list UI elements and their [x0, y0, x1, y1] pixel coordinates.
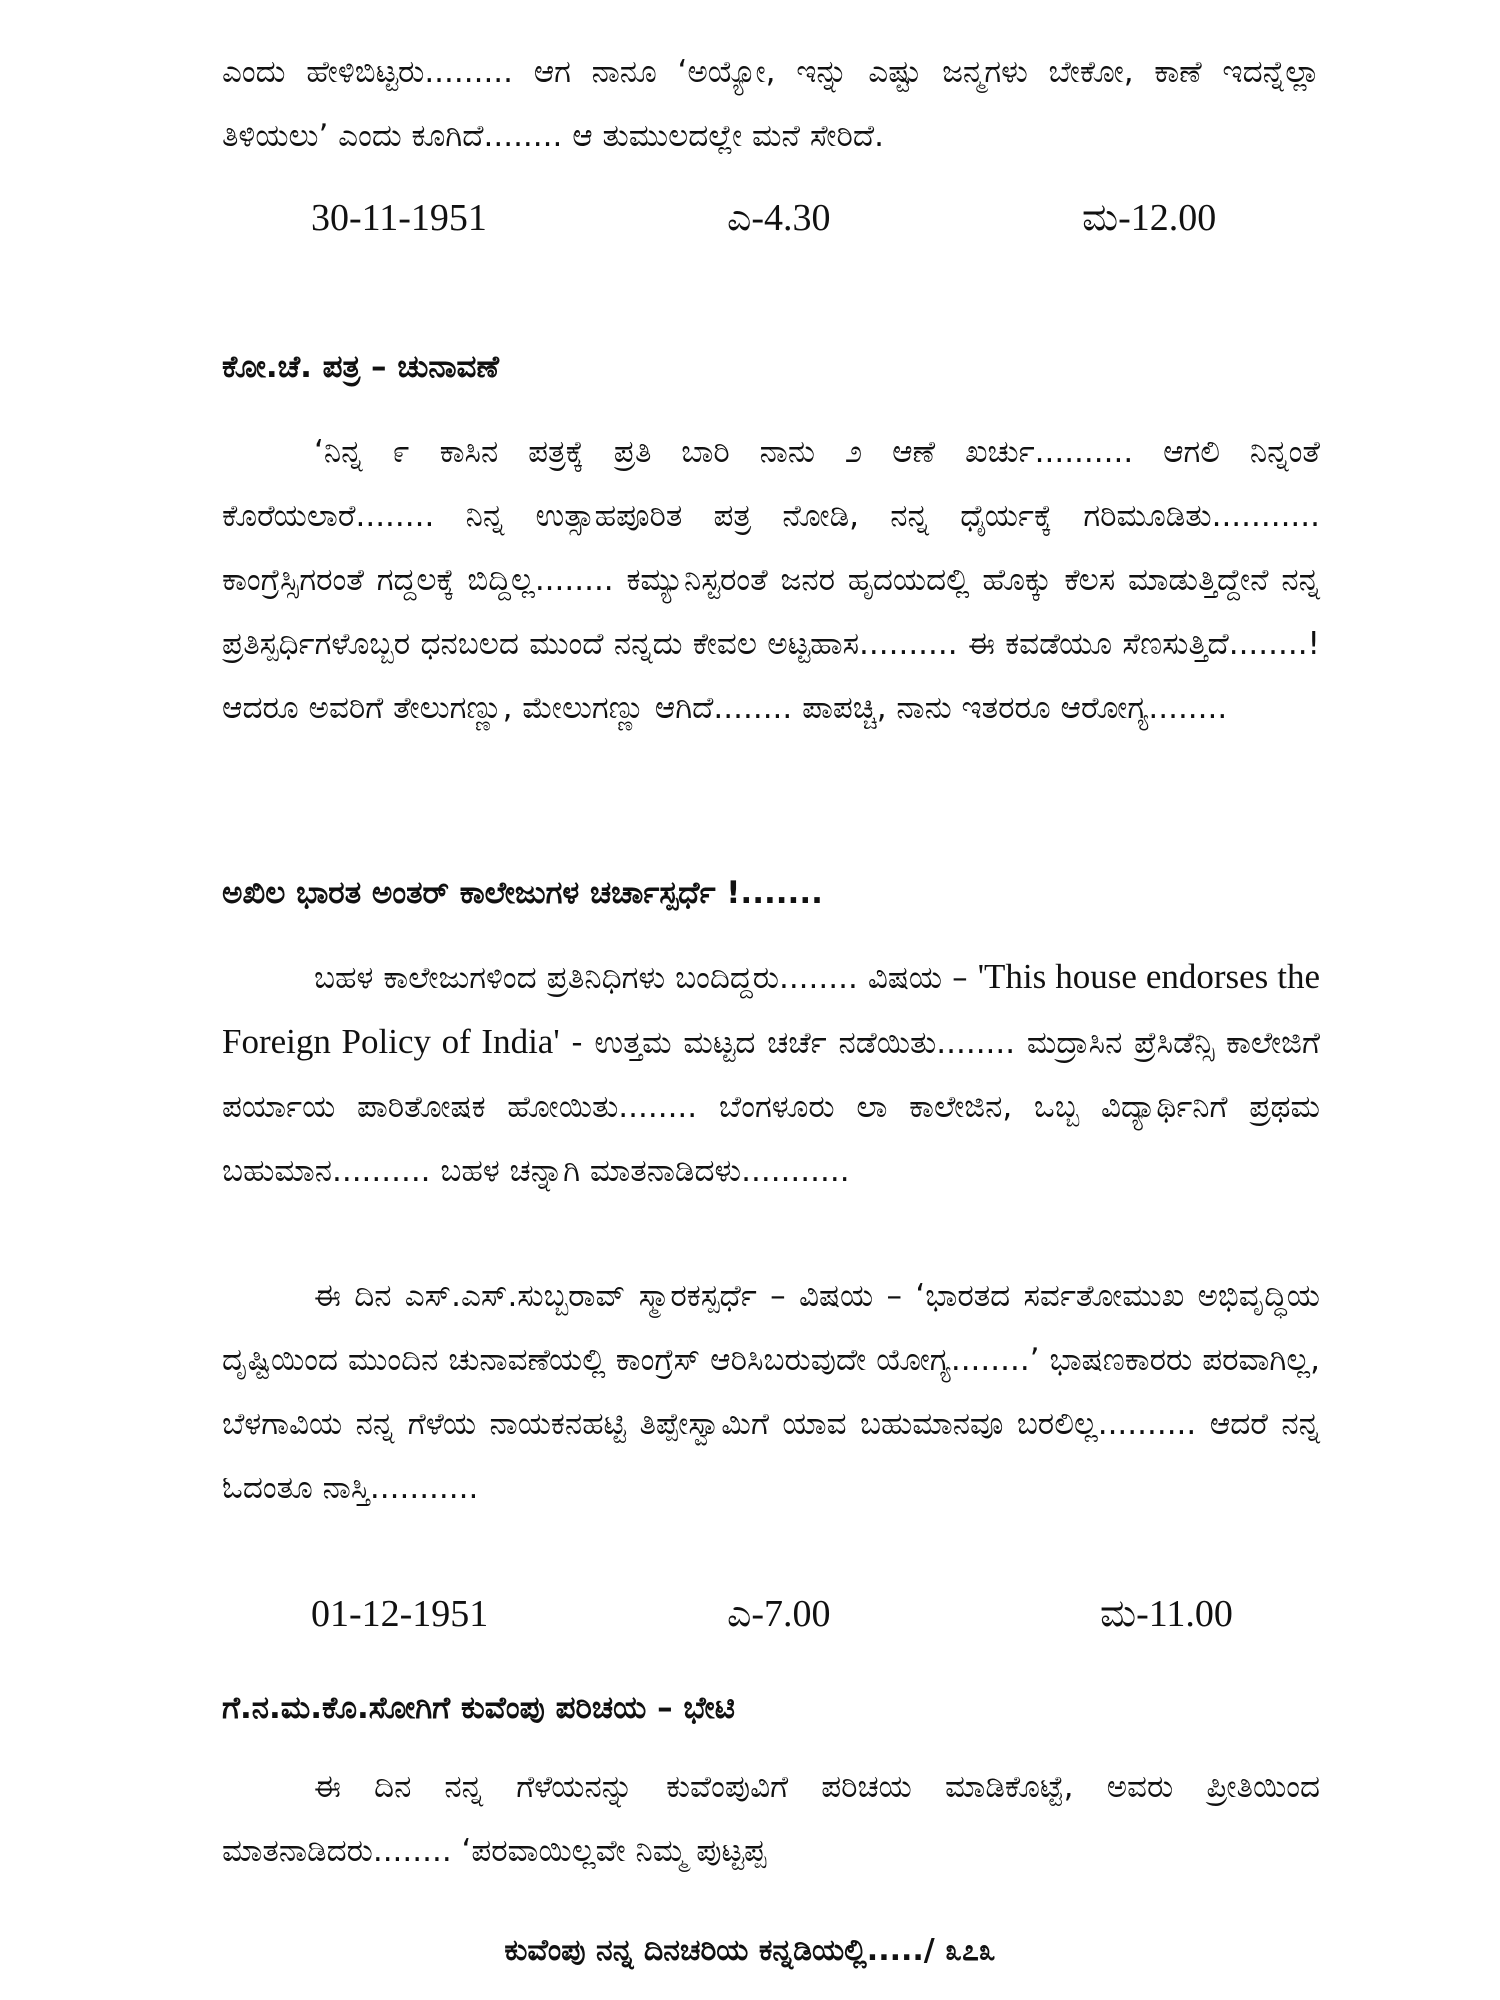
diary-entry-header-2 — [0, 1586, 1500, 1646]
paragraph-text: ಬಹಳ ಕಾಲೇಜುಗಳಿಂದ ಪ್ರತಿನಿಧಿಗಳು ಬಂದಿದ್ದರು........ ವಿಷಯ – — [314, 960, 968, 996]
entry-date: 01-12-1951 — [311, 1593, 489, 1635]
paragraph-memorial-contest: ಈ ದಿನ ಎಸ್.ಎಸ್.ಸುಬ್ಬರಾವ್ ಸ್ಮಾರಕಸ್ಪರ್ಧೆ – ವಿಷಯ – ‘ಭಾರತದ ಸರ್ವತೋಮುಖ ಅಭಿವೃದ್ಧಿಯ ದೃಷ್ಟಿಯಿಂದ ಮುಂದಿನ ಚುನಾವಣೆಯಲ್ಲಿ ಕಾಂಗ್ರೆಸ್ ಆರಿಸಿಬರುವುದೇ ಯೋಗ್ಯ........’ ಭಾಷಣಕಾರರು ಪರವಾಗಿಲ್ಲ, ಬೆಳಗಾವಿಯ ನನ್ನ ಗೆಳೆಯ ನಾಯಕನಹಟ್ಟಿ ತಿಪ್ಪೇಸ್ವಾಮಿಗೆ ಯಾವ ಬಹುಮಾನವೂ ಬರಲಿಲ್ಲ.......... ಆದರೆ ನನ್ನ ಓದಂತೂ ನಾಸ್ತಿ........... — [222, 1278, 1320, 1506]
paragraph-letter: ‘ನಿನ್ನ ೯ ಕಾಸಿನ ಪತ್ರಕ್ಕೆ ಪ್ರತಿ ಬಾರಿ ನಾನು ೨ ಆಣೆ ಖರ್ಚು.......... ಆಗಲಿ ನಿನ್ನಂತೆ ಕೊರೆಯಲಾರೆ........ ನಿನ್ನ ಉತ್ಸಾಹಪೂರಿತ ಪತ್ರ ನೋಡಿ, ನನ್ನ ಧೈರ್ಯಕ್ಕೆ ಗರಿಮೂಡಿತು........... ಕಾಂಗ್ರೆಸ್ಸಿಗರಂತೆ ಗದ್ದಲಕ್ಕೆ ಬಿದ್ದಿಲ್ಲ........ ಕಮ್ಯುನಿಸ್ಟರಂತೆ ಜನರ ಹೃದಯದಲ್ಲಿ ಹೊಕ್ಕು ಕೆಲಸ ಮಾಡುತ್ತಿದ್ದೇನೆ ನನ್ನ ಪ್ರತಿಸ್ಪರ್ಧಿಗಳೊಬ್ಬರ ಧನಬಲದ ಮುಂದೆ ನನ್ನದು ಕೇವಲ ಅಟ್ಟಹಾಸ.......... ಈ ಕವಡೆಯೂ ಸೆಣಸುತ್ತಿದೆ........! ಆದರೂ ಅವರಿಗೆ ತೇಲುಗಣ್ಣು, ಮೇಲುಗಣ್ಣು ಆಗಿದೆ........ ಪಾಪಚ್ಚಿ, ನಾನು ಇತರರೂ ಆರೋಗ್ಯ........ — [222, 434, 1320, 726]
debate-topic-english: 'This house endorses the Foreign Policy of India' — [222, 957, 1321, 1061]
page-footer: ಕುವೆಂಪು ನನ್ನ ದಿನಚರಿಯ ಕನ್ನಡಿಯಲ್ಲಿ...../ ೩೭೩ — [504, 1933, 996, 1968]
paragraph-continuation: ಎಂದು ಹೇಳಿಬಿಟ್ಟರು......... ಆಗ ನಾನೂ ‘ಅಯ್ಯೋ, ಇನ್ನು ಎಷ್ಟು ಜನ್ಮಗಳು ಬೇಕೋ, ಕಾಣೆ ಇದನ್ನೆಲ್ಲಾ ತಿಳಿಯಲು’ ಎಂದು ಕೂಗಿದೆ........ ಆ ತುಮುಲದಲ್ಲೇ ಮನೆ ಸೇರಿದೆ. — [222, 54, 1320, 154]
section-heading: ಗೆ.ನ.ಮ.ಕೊ.ಸೋಗಿಗೆ ಕುವೆಂಪು ಪರಿಚಯ – ಭೇಟಿ — [222, 1690, 735, 1726]
entry-date: 30-11-1951 — [311, 197, 487, 239]
section-heading: ಅಖಿಲ ಭಾರತ ಅಂತರ್ ಕಾಲೇಜುಗಳ ಚರ್ಚಾಸ್ಪರ್ಧೆ !....... — [222, 875, 823, 911]
wake-time: ಎ-7.00 — [727, 1593, 831, 1635]
sleep-time: ಮ-11.00 — [1100, 1593, 1233, 1635]
paragraph-meeting: ಈ ದಿನ ನನ್ನ ಗೆಳೆಯನನ್ನು ಕುವೆಂಪುವಿಗೆ ಪರಿಚಯ ಮಾಡಿಕೊಟ್ಟೆ, ಅವರು ಪ್ರೀತಿಯಿಂದ ಮಾತನಾಡಿದರು........ ‘ಪರವಾಯಿಲ್ಲವೇ ನಿಮ್ಮ ಪುಟ್ಟಪ್ಪ — [222, 1769, 1320, 1869]
diary-entry-header-1 — [0, 190, 1500, 250]
paragraph-debate — [222, 945, 1320, 1203]
section-heading: ಕೋ.ಚೆ. ಪತ್ರ – ಚುನಾವಣೆ — [222, 349, 500, 385]
paragraph-text: - ಉತ್ತಮ ಮಟ್ಟದ ಚರ್ಚೆ ನಡೆಯಿತು........ ಮದ್ರಾಸಿನ ಪ್ರೆಸಿಡೆನ್ಸಿ ಕಾಲೇಜಿಗೆ ಪರ್ಯಾಯ ಪಾರಿತೋಷಕ ಹೋಯಿತು........ ಬೆಂಗಳೂರು ಲಾ ಕಾಲೇಜಿನ, ಒಬ್ಬ ವಿದ್ಯಾರ್ಥಿನಿಗೆ ಪ್ರಥಮ ಬಹುಮಾನ.......... ಬಹಳ ಚನ್ನಾಗಿ ಮಾತನಾಡಿದಳು........... — [222, 1025, 1321, 1189]
sleep-time: ಮ-12.00 — [1082, 197, 1217, 239]
wake-time: ಎ-4.30 — [727, 197, 831, 239]
